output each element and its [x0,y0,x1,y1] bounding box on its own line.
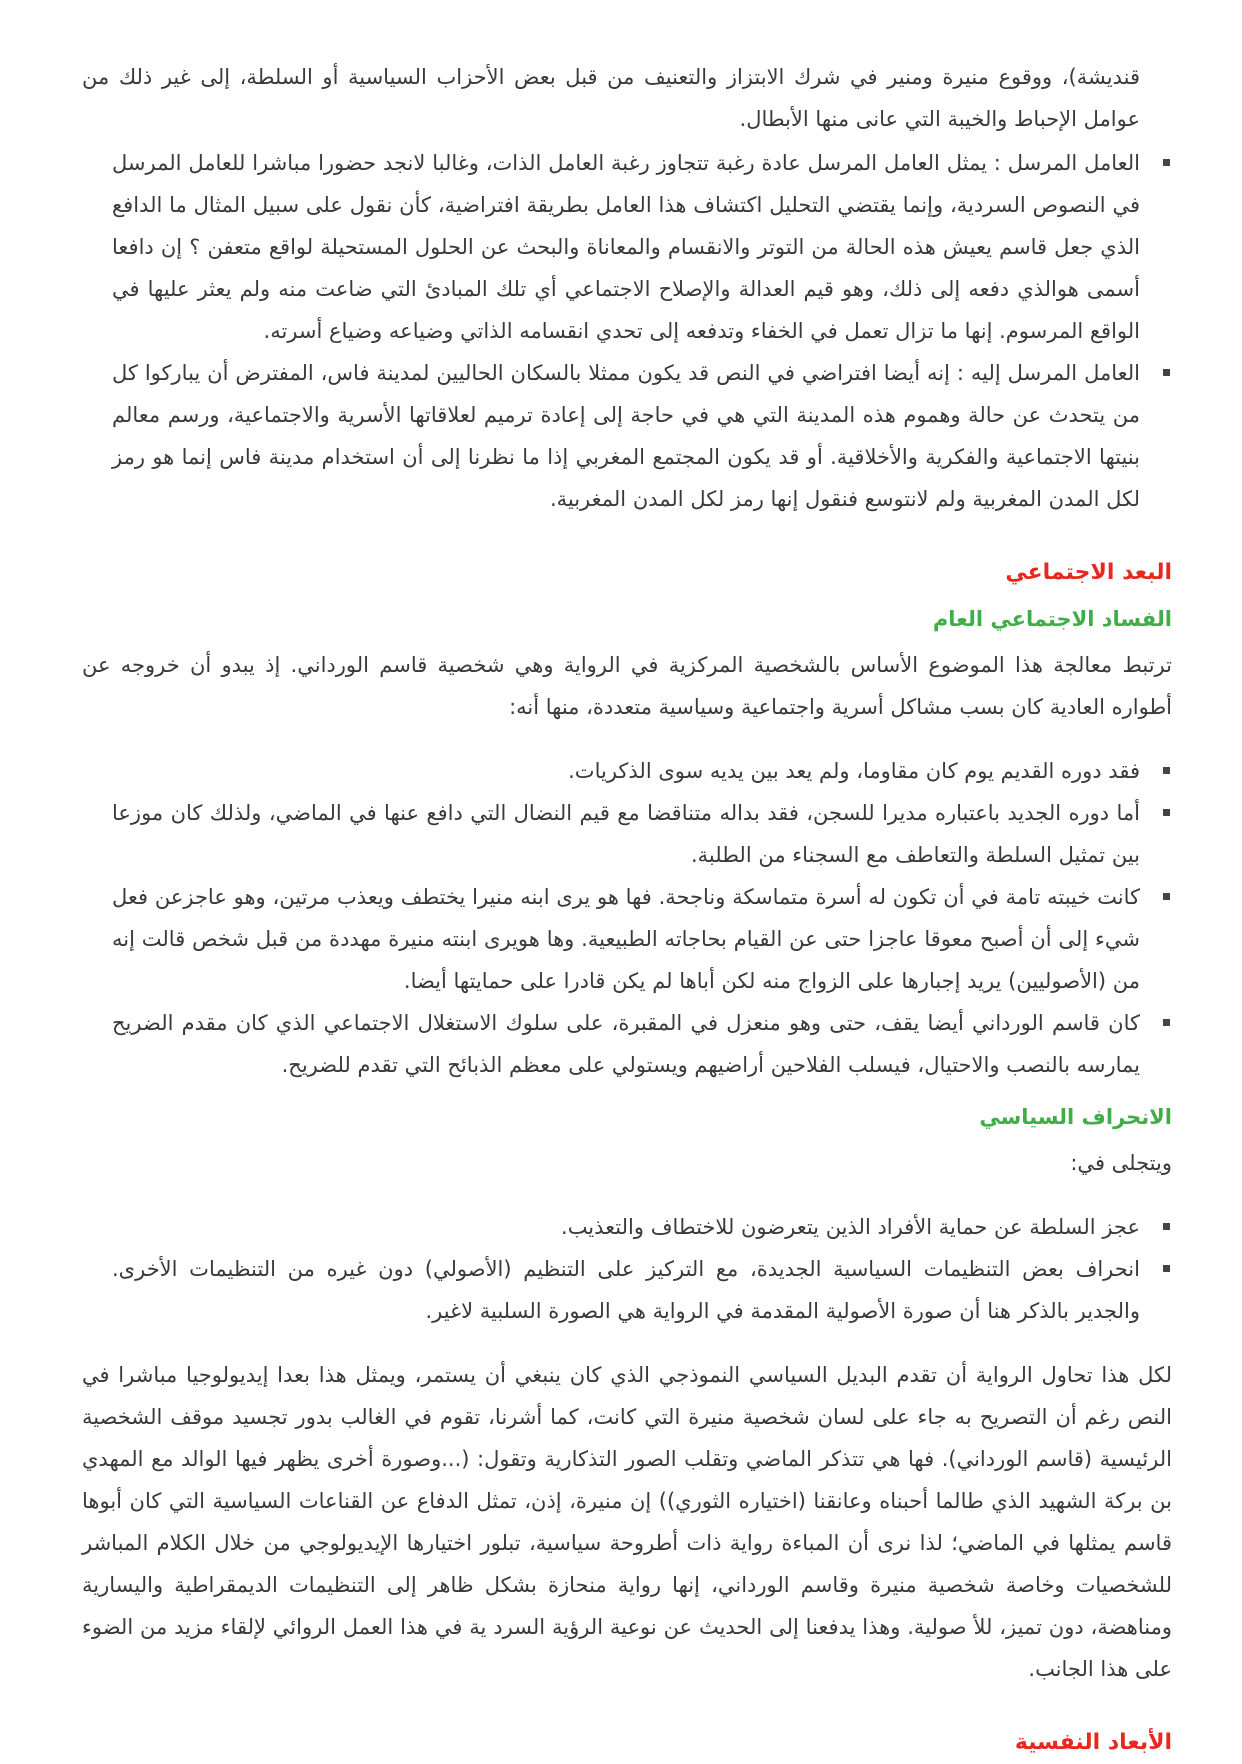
spacer [82,728,1172,750]
square-bullet-icon [1163,1019,1170,1026]
list-item [82,876,1172,1002]
actant-list [82,142,1172,520]
spacer [82,1184,1172,1206]
list-item [82,1248,1172,1332]
list-item-text: أما دوره الجديد باعتباره مديرا للسجن، فقد بداله متناقضا مع قيم النضال التي دافع عنها في الماضي، ولذلك كان موزعا بين تمثيل السلطة والتعاطف مع السجناء من الطلبة. [112,801,1140,867]
list-item-text: انحراف بعض التنظيمات السياسية الجديدة، مع التركيز على التنظيم (الأصولي) دون غيره من التنظيمات الأخرى. والجدير بالذكر هنا أن صورة الأصولية المقدمة في الرواية هي الصورة السلبية لاغير. [112,1257,1140,1323]
square-bullet-icon [1163,1223,1170,1230]
list-item-text: العامل المرسل : يمثل العامل المرسل عادة رغبة تتجاوز رغبة العامل الذات، وغالبا لانجد حضورا مباشرا للعامل المرسل في النصوص السردية، وإنما يقتضي التحليل اكتشاف هذا العامل بطريقة افتراضية، كأن نقول على سبيل المثال ما الدافع الذي جعل قاسم يعيش هذه الحالة من التوتر والانقسام والمعاناة والبحث عن الحلول المستحيلة لواقع متعفن ؟ إن دافعا أسمى هوالذي دفعه إلى ذلك، وهو قيم العدالة والإصلاح الاجتماعي أي تلك المبادئ التي ضاعت منه ولم يعثر عليها في الواقع المرسوم. إنها ما تزال تعمل في الخفاء وتدفعه إلى تحدي انقسامه الذاتي وضياعه وضياع أسرته. [112,151,1140,343]
list-item-text: فقد دوره القديم يوم كان مقاوما، ولم يعد بين يديه سوى الذكريات. [568,759,1140,783]
conclusion-paragraph: لكل هذا تحاول الرواية أن تقدم البديل السياسي النموذجي الذي كان ينبغي أن يستمر، ويمثل هذا بعدا إيديولوجيا مباشرا في النص رغم أن التصريح به جاء على لسان شخصية منيرة التي كانت، كما أشرنا، تقوم في الغالب بدور تجسيد موقف الشخصية الرئيسية (قاسم الورداني). فها هي تتذكر الماضي وتقلب الصور التذكارية وتقول: (...وصورة أخرى يظهر فيها الوالد مع المهدي بن بركة الشهيد الذي طالما أحبناه وعانقنا (اختياره الثوري)) إن منيرة، إذن، تمثل الدفاع عن القناعات السياسية التي كان أبوها قاسم يمثلها في الماضي؛ لذا نرى أن المباءة رواية ذات أطروحة سياسية، تبلور اختيارها الإيديولوجي من خلال الكلام المباشر للشخصيات وخاصة شخصية منيرة وقاسم الورداني، إنها رواية منحازة بشكل ظاهر إلى التنظيمات الديمقراطية واليسارية ومناهضة، دون تميز، للأ صولية. وهذا يدفعنا إلى الحديث عن نوعية الرؤية السرد ية في هذا العمل الروائي لإلقاء مزيد من الضوء على هذا الجانب. [82,1363,1172,1681]
section-heading-psychological: الأبعاد النفسية [1014,1730,1172,1755]
list-item-text: عجز السلطة عن حماية الأفراد الذين يتعرضون للاختطاف والتعذيب. [561,1215,1140,1239]
square-bullet-icon [1163,893,1170,900]
list-item [82,352,1172,520]
subheading-political: الانحراف السياسي [979,1105,1172,1129]
square-bullet-icon [1163,369,1170,376]
square-bullet-icon [1163,1265,1170,1272]
subheading-corruption: الفساد الاجتماعي العام [932,607,1172,631]
political-list [82,1206,1172,1332]
list-item-text: العامل المرسل إليه : إنه أيضا افتراضي في النص قد يكون ممثلا بالسكان الحاليين لمدينة فاس، المفترض أن يباركوا كل من يتحدث عن حالة وهموم هذه المدينة التي هي في حاجة إلى إعادة ترميم لعلاقاتها الأسرية والاجتماعية، ورسم معالم بنيتها الاجتماعية والفكرية والأخلاقية. أو قد يكون المجتمع المغربي إذا ما نظرنا إلى أن استخدام مدينة فاس إنما هو رمز لكل المدن المغربية ولم لانتوسع فنقول إنها رمز لكل المدن المغربية. [112,361,1140,511]
political-intro-paragraph: ويتجلى في: [1070,1151,1172,1175]
list-item [82,750,1172,792]
square-bullet-icon [1163,767,1170,774]
document-page [82,56,1172,1764]
list-item [82,142,1172,352]
corruption-intro-paragraph: ترتبط معالجة هذا الموضوع الأساس بالشخصية المركزية في الرواية وهي شخصية قاسم الورداني. إذ يبدو أن خروجه عن أطواره العادية كان بسب مشاكل أسرية واجتماعية وسياسية متعددة، منها أنه: [82,653,1172,719]
list-item [82,1002,1172,1086]
list-item [82,792,1172,876]
corruption-list [82,750,1172,1086]
section-heading-social: البعد الاجتماعي [1005,560,1172,585]
spacer [82,1332,1172,1354]
list-item-text: كانت خيبته تامة في أن تكون له أسرة متماسكة وناجحة. فها هو يرى ابنه منيرا يختطف ويعذب مرتين، وهو عاجزعن فعل شيء إلى أن أصبح معوقا عاجزا حتى عن القيام بحاجاته الطبيعية. وها هويرى ابنته منيرة مهددة من قبل شخص قالت إنه من (الأصوليين) يريد إجبارها على الزواج منه لكن أباها لم يكن قادرا على حمايتها أيضا. [112,885,1140,993]
list-item-text: كان قاسم الورداني أيضا يقف، حتى وهو منعزل في المقبرة، على سلوك الاستغلال الاجتماعي الذي كان مقدم الضريح يمارسه بالنصب والاحتيال، فيسلب الفلاحين أراضيهم ويستولي على معظم الذبائح التي تقدم للضريح. [112,1011,1140,1077]
intro-continuation-paragraph: قنديشة)، ووقوع منيرة ومنير في شرك الابتزاز والتعنيف من قبل بعض الأحزاب السياسية أو السلطة، إلى غير ذلك من عوامل الإحباط والخيبة التي عانى منها الأبطال. [82,65,1140,131]
square-bullet-icon [1163,159,1170,166]
square-bullet-icon [1163,809,1170,816]
list-item [82,1206,1172,1248]
